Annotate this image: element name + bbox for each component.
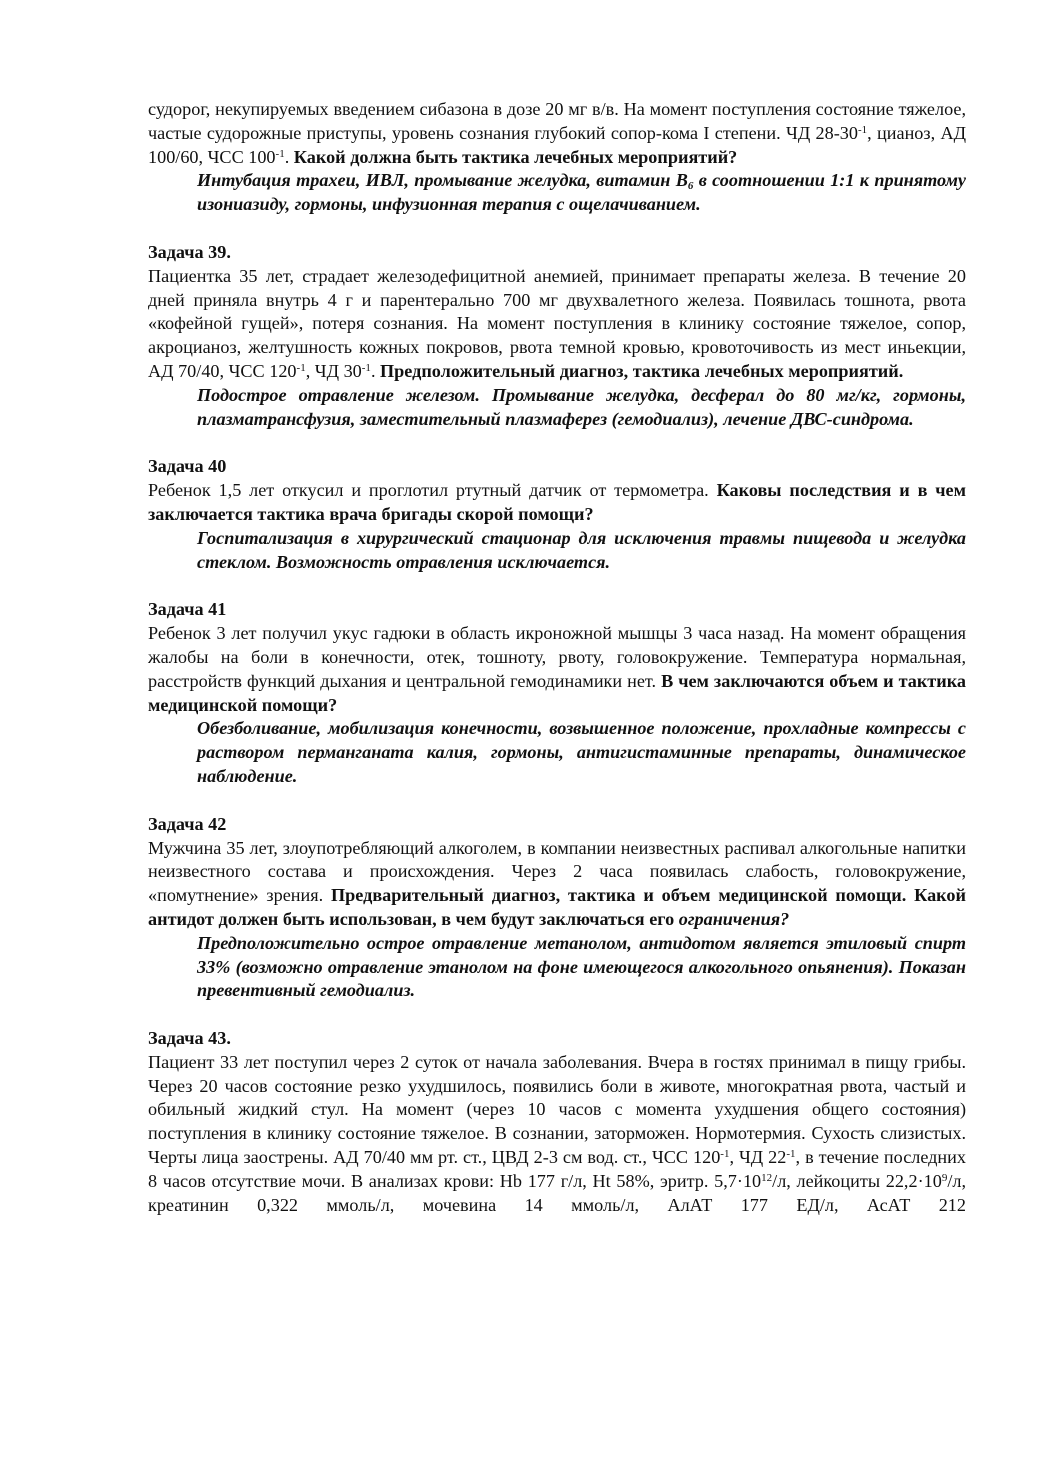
task42-text bbox=[148, 837, 966, 932]
subscript: 6 bbox=[687, 180, 694, 193]
text-segment: /л, лейкоциты 22,2·10 bbox=[772, 1170, 942, 1191]
task43-heading: Задача 43. bbox=[148, 1028, 231, 1049]
task39-question: Предположительный диагноз, тактика лечебных мероприятий. bbox=[380, 360, 904, 381]
task43-text bbox=[148, 1051, 966, 1218]
task41-heading: Задача 41 bbox=[148, 599, 227, 620]
task39-answer: Подострое отравление железом. Промывание желудка, десферал до 80 мг/кг, гормоны, плазматрансфузия, заместительный плазмаферез (гемодиализ), лечение ДВС-синдрома. bbox=[197, 384, 966, 429]
superscript: -1 bbox=[275, 147, 285, 160]
task38-question: Какой должна быть тактика лечебных мероприятий? bbox=[293, 146, 738, 167]
text-segment: . bbox=[370, 360, 376, 381]
text-segment: Ребенок 3 лет получил укус гадюки в область икроножной мышцы 3 часа назад. На момент обращения жалобы на боли в конечности, отек, тошноту, рвоту, головокружение. Температура нормальная, расстройств функций дыхания и центральной гемодинамики нет. bbox=[148, 623, 966, 691]
text-segment: Пациентка 35 лет, страдает железодефицитной анемией, принимает препараты железа. В течение 20 дней приняла внутрь 4 г и парентерально 700 мг двухвалетного железа. Появилась тошнота, рвота «кофейной гущей», потеря сознания. На момент поступления в клинику состояние тяжелое, сопор, акроцианоз, желтушность кожных покровов, рвота темной кровью, кровоточивость из мест иньекции, АД 70/40, ЧСС 120 bbox=[148, 265, 966, 381]
task40-answer: Госпитализация в хирургический стационар для исключения травмы пищевода и желудка стеклом. Возможность отравления исключается. bbox=[197, 527, 966, 572]
superscript: -1 bbox=[720, 1148, 730, 1161]
superscript: -1 bbox=[296, 361, 306, 374]
document-page bbox=[148, 98, 966, 1217]
text-segment: Мужчина 35 лет, злоупотребляющий алкоголем, в компании неизвестных распивал алкогольные напитки неизвестного состава и происхождения. Через 2 часа появилась слабость, головокружение, «помутнение» зрения. bbox=[148, 837, 966, 906]
task40-question: Каковы последствия и в чем заключается тактика врача бригады скорой помощи? bbox=[148, 480, 967, 524]
task41-text bbox=[148, 622, 966, 717]
task39-text bbox=[148, 265, 966, 384]
text-segment: Пациент 33 лет поступил через 2 суток от начала заболевания. Вчера в гостях принимал в пищу грибы. Через 20 часов состояние резко ухудшилось, появились боли в животе, многократная рвота, частый и обильный жидкий стул. На момент (через 10 часов с момента ухудшения общего состояния) поступления в клинику состояние тяжелое. В сознании, заторможен. Нормотермия. Сухость слизистых. Черты лица заострены. АД 70/40 мм рт. ст., ЦВД 2-3 см вод. ст., ЧСС 120 bbox=[148, 1051, 966, 1168]
text-segment: судорог, некупируемых введением сибазона в дозе 20 мг в/в. На момент поступления состояние тяжелое, частые судорожные приступы, уровень сознания глубокий сопор-кома I степени. ЧД 28-30 bbox=[148, 99, 966, 143]
text-segment: Ребенок 1,5 лет откусил и проглотил ртутный датчик от термометра. bbox=[148, 480, 717, 501]
text-segment: , в течение последних 8 часов отсутствие мочи. В анализах крови: Hb 177 г/л, Ht 58%, эритр. 5,7·10 bbox=[148, 1147, 966, 1191]
text-segment: , ЧД 30 bbox=[305, 360, 362, 381]
task38-continuation-text bbox=[148, 98, 966, 169]
task41-answer: Обезболивание, мобилизация конечности, возвышенное положение, прохладные компрессы с раствором перманганата калия, гормоны, антигистаминные препараты, динамическое наблюдение. bbox=[197, 718, 966, 786]
text-segment: в соотношении 1:1 к принятому изониазиду, гормоны, инфузионная терапия с ощелачиванием. bbox=[197, 170, 966, 215]
text-segment: . bbox=[284, 146, 294, 167]
text-segment: , ЧД 22 bbox=[729, 1147, 787, 1168]
task42-question-italic: ограничения? bbox=[678, 908, 790, 929]
task42-answer: Предположительно острое отравление метанолом, антидотом является этиловый спирт 33% (возможно отравление этанолом на фоне имеющегося алкогольного опьянения). Показан превентивный гемодиализ. bbox=[197, 932, 966, 1001]
text-segment: /л, креатинин 0,322 ммоль/л, мочевина 14 ммоль/л, АлАТ 177 ЕД/л, АсАТ 212 bbox=[148, 1170, 966, 1215]
task42-heading: Задача 42 bbox=[148, 813, 227, 834]
superscript: -1 bbox=[786, 1148, 796, 1161]
task38-answer bbox=[197, 169, 966, 217]
task40-heading: Задача 40 bbox=[148, 456, 227, 477]
superscript: -1 bbox=[858, 123, 868, 136]
task41-question: В чем заключаются объем и тактика медицинской помощи? bbox=[148, 670, 967, 715]
task42-question: Предварительный диагноз, тактика и объем медицинской помощи. Какой антидот должен быть использован, в чем будут заключаться его bbox=[148, 885, 966, 929]
text-segment: , цианоз, АД 100/60, ЧСС 100 bbox=[148, 122, 966, 167]
task39-heading: Задача 39. bbox=[148, 241, 231, 262]
superscript: 12 bbox=[761, 1171, 773, 1184]
superscript: 9 bbox=[941, 1171, 948, 1184]
text-segment: Интубация трахеи, ИВЛ, промывание желудка, витамин B bbox=[197, 170, 688, 191]
superscript: -1 bbox=[361, 361, 371, 374]
task40-text bbox=[148, 479, 966, 527]
